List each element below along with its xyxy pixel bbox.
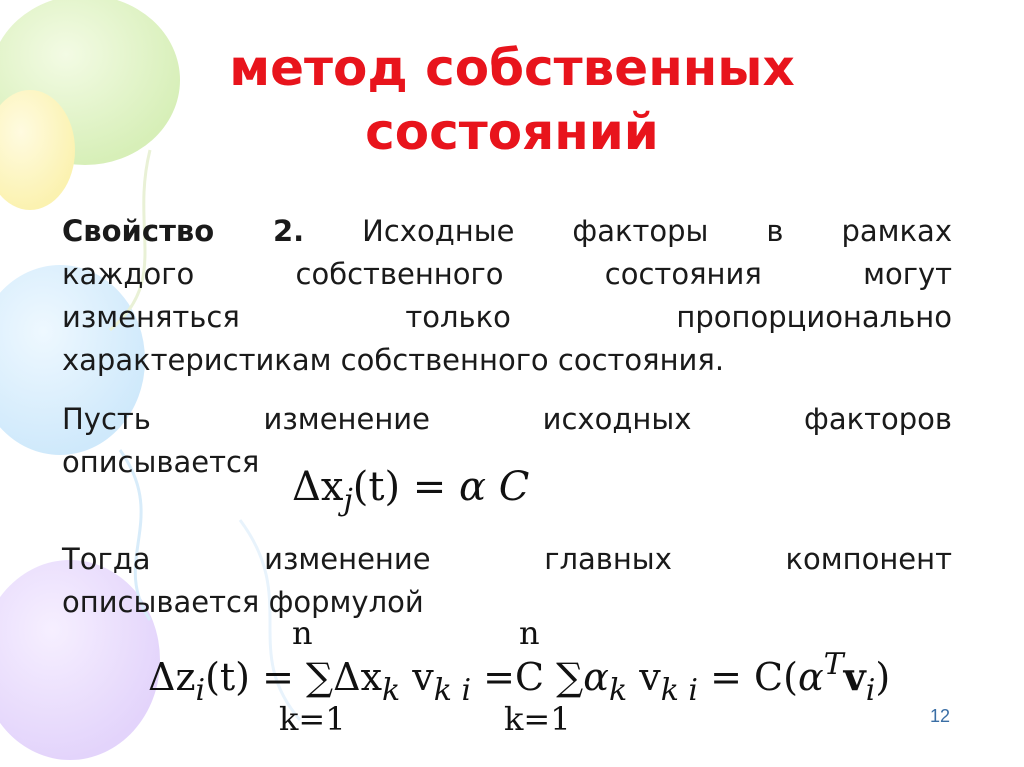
formula2-sub-i: i [195, 673, 206, 708]
formula2-eq2: = C( [698, 655, 798, 699]
formula-factor-change [292, 464, 530, 518]
property-line1 [62, 210, 952, 253]
conclusion-line1: Тогда изменение главных компонент [62, 542, 952, 576]
formula2-v-bold: v [843, 654, 866, 699]
formula2-close: ) [875, 655, 891, 699]
slide-title-line1: метод собственных [229, 39, 795, 97]
formula1-alpha: α [459, 464, 487, 510]
formula2-v2: v [639, 655, 661, 699]
premise-line2: описывается [62, 445, 260, 479]
formula2-sub-ki: k i [433, 673, 472, 708]
formula2-sub-ki2: k i [660, 673, 699, 708]
property-line1-text: Исходные факторы в рамках [362, 214, 952, 248]
formula1-c: C [498, 464, 530, 510]
sum2-upper-limit: n [519, 614, 540, 652]
formula2-delta-z: Δz [148, 655, 196, 699]
formula2-sub-k2: k [608, 673, 628, 708]
conclusion-line2: описывается формулой [62, 585, 424, 619]
formula2-v: v [412, 655, 434, 699]
property-line3: изменяться только пропорционально [62, 300, 952, 334]
property-paragraph [62, 210, 952, 382]
property-line2: каждого собственного состояния могут [62, 257, 952, 291]
formula2-eq-c: =C [471, 655, 557, 699]
formula1-sub-j: j [343, 483, 353, 518]
formula2-alpha2: α [797, 655, 824, 699]
property-label: Свойство 2. [62, 214, 305, 248]
formula2-alpha: α [583, 655, 609, 699]
formula1-delta-x: Δx [292, 464, 344, 510]
sum2-lower-limit: k=1 [504, 700, 571, 738]
sum1-lower-limit: k=1 [279, 700, 346, 738]
sum1-upper-limit: n [292, 614, 313, 652]
formula2-sum2: ∑ [556, 655, 584, 699]
formula1-arg: (t) = [352, 464, 459, 510]
formula2-delta-x: Δx [333, 655, 383, 699]
conclusion-paragraph [62, 538, 952, 624]
page-number: 12 [930, 706, 951, 726]
property-line4: характеристикам собственного состояния. [62, 343, 725, 377]
formula2-arg: (t) = [205, 655, 306, 699]
formula2-sup-t: T [823, 647, 844, 682]
formula2-sub-i2: i [865, 673, 876, 708]
formula2-sub-k: k [382, 673, 401, 708]
premise-line1: Пусть изменение исходных факторов [62, 402, 952, 436]
formula2-sum1: ∑ [306, 655, 334, 699]
formula-component-change [148, 647, 891, 708]
slide-title-line2: состояний [365, 103, 659, 161]
